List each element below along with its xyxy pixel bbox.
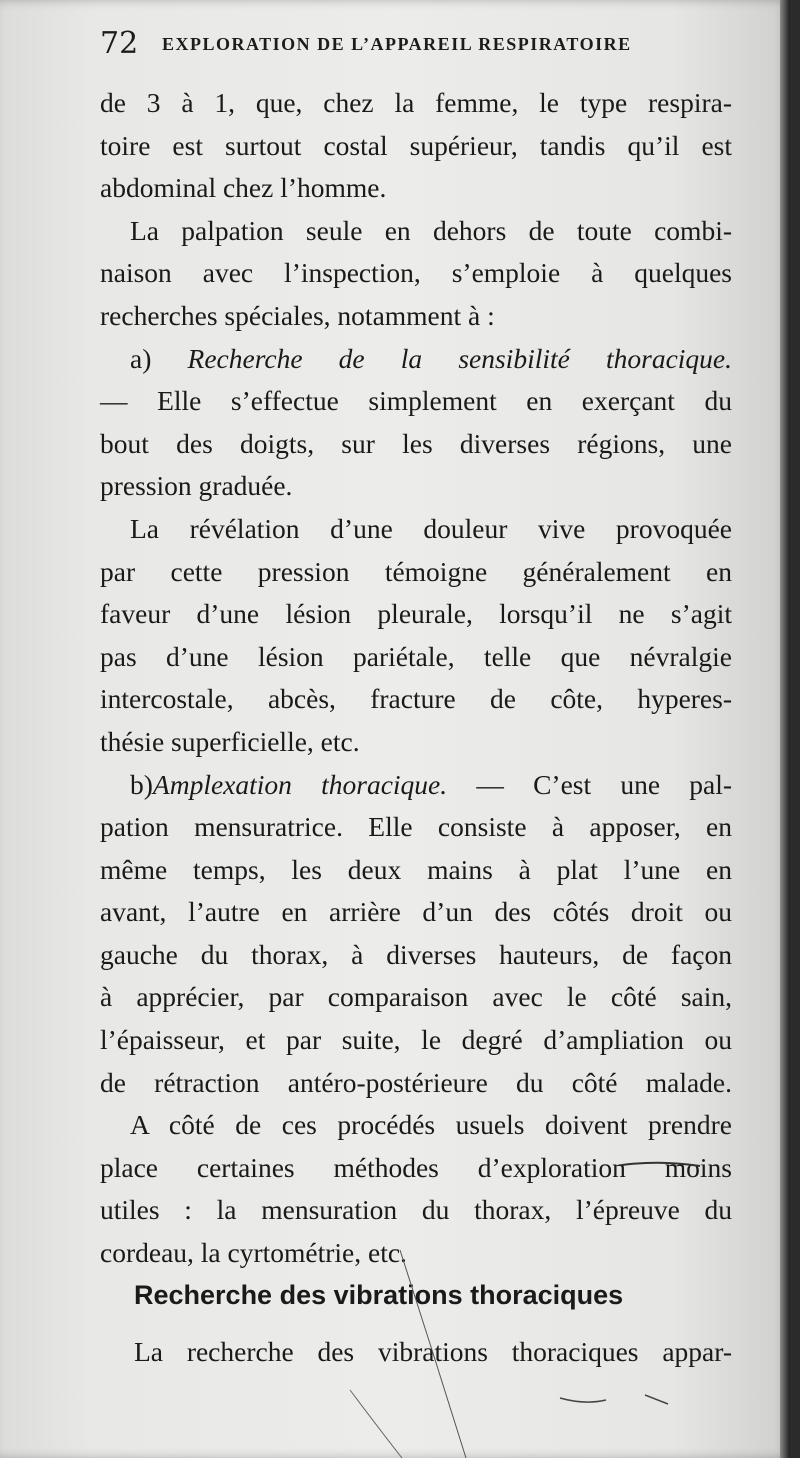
text-line: de rétraction antéro-postérieure du côté malade. [100, 1066, 732, 1098]
text-line: pation mensuratrice. Elle consiste à apposer, en [100, 811, 732, 843]
text-line: — Elle s’effectue simplement en exerçant du [100, 385, 732, 417]
text-line: utiles : la mensuration du thorax, l’épreuve du [100, 1194, 732, 1226]
subsection-b-label: b) [130, 768, 153, 800]
text-line: bout des doigts, sur les diverses régions, une [100, 427, 732, 459]
text-line: l’épaisseur, et par suite, le degré d’ampliation ou [100, 1024, 732, 1056]
subsection-a-title: Recherche de la sensibilité thoracique. [187, 342, 732, 374]
text-line: thésie superficielle, etc. [100, 725, 360, 757]
text-line: La palpation seule en dehors de toute combi- [130, 214, 732, 246]
page-number: 72 [100, 26, 139, 61]
text-line: pression graduée. [100, 470, 293, 502]
text-line: avant, l’autre en arrière d’un des côtés droit ou [100, 896, 732, 928]
text-line: cordeau, la cyrtométrie, etc. [100, 1237, 407, 1269]
text-line: naison avec l’inspection, s’emploie à quelques [100, 257, 732, 289]
subsection-a-label: a) [130, 342, 152, 374]
text-line: abdominal chez l’homme. [100, 172, 387, 204]
text-line: La révélation d’une douleur vive provoquée [130, 512, 732, 544]
text-line: La recherche des vibrations thoraciques appar- [134, 1336, 732, 1367]
text-line: même temps, les deux mains à plat l’une en [100, 853, 732, 885]
text-line: pas d’une lésion pariétale, telle que névralgie [100, 640, 732, 672]
text-line: de 3 à 1, que, chez la femme, le type respira- [100, 87, 732, 118]
text-line: à apprécier, par comparaison avec le côté sain, [100, 981, 732, 1013]
text-line: intercostale, abcès, fracture de côte, hyperes- [100, 683, 732, 715]
text-line: A côté de ces procédés usuels doivent prendre [130, 1109, 732, 1141]
text-line: par cette pression témoigne généralement en [100, 555, 732, 587]
text-line: toire est surtout costal supérieur, tandis qu’il est [100, 129, 732, 161]
text-line: gauche du thorax, à diverses hauteurs, de façon [100, 938, 732, 970]
subsection-b-title: Amplexation thoracique. [152, 768, 448, 800]
text-line: recherches spéciales, notamment à : [100, 299, 495, 331]
text-line: place certaines méthodes d’exploration moins [100, 1151, 732, 1183]
text-line: faveur d’une lésion pleurale, lorsqu’il ne s’agit [100, 598, 732, 630]
running-head: EXPLORATION DE L’APPAREIL RESPIRATOIRE [162, 34, 632, 54]
text-fragment: — C’est une pal- [476, 768, 733, 800]
section-heading: Recherche des vibrations thoraciques [134, 1280, 624, 1310]
